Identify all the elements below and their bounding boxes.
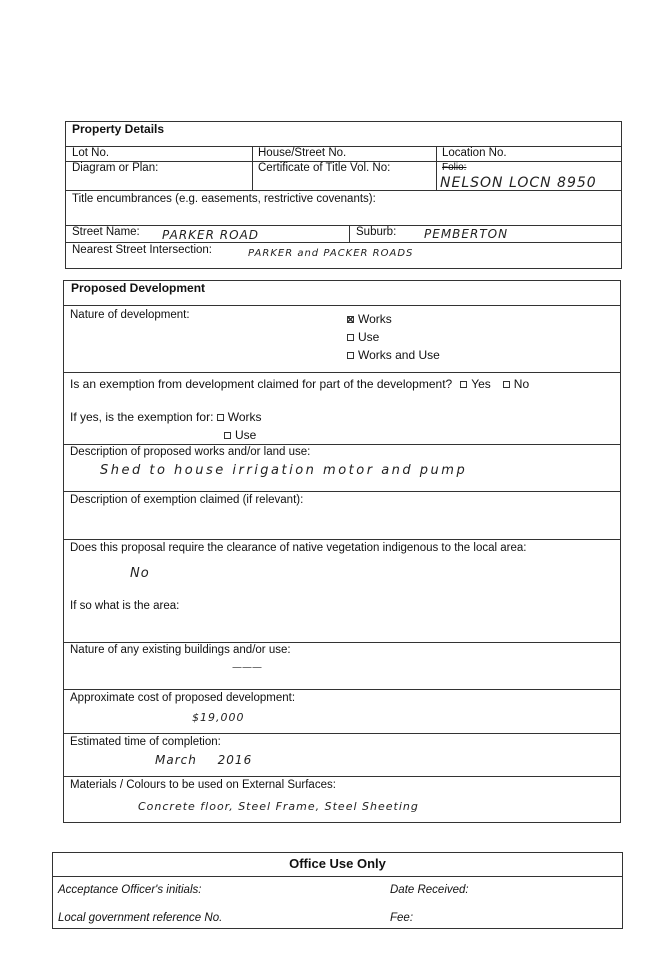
divider — [63, 491, 621, 492]
divider — [65, 190, 622, 191]
exemption-description-label: Description of exemption claimed (if relevant): — [70, 494, 304, 506]
divider — [436, 146, 437, 190]
completion-label: Estimated time of completion: — [70, 736, 221, 748]
checkbox-works-and-use[interactable] — [347, 352, 354, 359]
cost-value: $19,000 — [192, 711, 245, 724]
exemption-use[interactable] — [224, 428, 256, 442]
street-name-value: PARKER ROAD — [162, 228, 260, 242]
option-works-label: Works — [358, 312, 392, 326]
acceptance-officer-label: Acceptance Officer's initials: — [58, 884, 202, 896]
option-works[interactable] — [347, 312, 392, 326]
suburb-label: Suburb: — [356, 226, 397, 238]
materials-value: Concrete floor, Steel Frame, Steel Sheeting — [138, 800, 419, 813]
cost-label: Approximate cost of proposed development: — [70, 692, 296, 704]
intersection-value: PARKER and PACKER ROADS — [248, 248, 414, 259]
property-details-header: Property Details — [72, 122, 165, 136]
date-received-label: Date Received: — [390, 884, 469, 896]
option-works-and-use[interactable] — [347, 348, 440, 362]
exemption-question-text: Is an exemption from development claimed for part of the development? — [70, 377, 453, 391]
divider — [63, 689, 621, 690]
exemption-works-label: Works — [227, 410, 262, 424]
folio-label: Folio: — [442, 162, 467, 173]
exemption-use-label: Use — [235, 428, 257, 442]
exemption-question — [70, 377, 529, 391]
exemption-for — [70, 410, 262, 424]
divider — [63, 372, 621, 373]
house-street-no-label: House/Street No. — [258, 147, 347, 159]
intersection-label: Nearest Street Intersection: — [72, 244, 212, 256]
exemption-no[interactable] — [503, 377, 529, 391]
checkbox-no[interactable] — [503, 381, 510, 388]
checkbox-exemption-use[interactable] — [224, 432, 231, 439]
certificate-title-label: Certificate of Title Vol. No: — [258, 162, 391, 174]
reference-label: Local government reference No. — [58, 912, 223, 924]
divider — [63, 733, 621, 734]
checkbox-yes[interactable] — [460, 381, 467, 388]
divider — [65, 225, 622, 226]
checkbox-use[interactable] — [347, 334, 354, 341]
divider — [63, 776, 621, 777]
vegetation-value: No — [130, 566, 150, 581]
exemption-yes[interactable] — [460, 377, 491, 391]
exemption-for-label: If yes, is the exemption for: — [70, 410, 214, 424]
proposed-development-header: Proposed Development — [71, 281, 206, 295]
divider — [52, 876, 623, 877]
area-label: If so what is the area: — [70, 600, 180, 612]
existing-buildings-value: ——— — [232, 662, 262, 673]
completion-value: March 2016 — [155, 753, 253, 767]
suburb-value: PEMBERTON — [424, 227, 509, 241]
description-label: Description of proposed works and/or land use: — [70, 446, 311, 458]
yes-label: Yes — [471, 377, 491, 391]
divider — [63, 539, 621, 540]
divider — [63, 642, 621, 643]
location-value: NELSON LOCN 8950 — [440, 175, 597, 191]
nature-of-development-label: Nature of development: — [70, 309, 190, 321]
diagram-or-plan-label: Diagram or Plan: — [72, 162, 159, 174]
location-no-label: Location No. — [442, 147, 507, 159]
option-works-and-use-label: Works and Use — [358, 348, 440, 362]
no-label: No — [513, 377, 530, 391]
option-use-label: Use — [358, 330, 380, 344]
materials-label: Materials / Colours to be used on External Surfaces: — [70, 779, 336, 791]
divider — [349, 225, 350, 242]
option-use[interactable] — [347, 330, 379, 344]
checkbox-exemption-works[interactable] — [217, 414, 224, 421]
street-name-label: Street Name: — [72, 226, 140, 238]
vegetation-label: Does this proposal require the clearance of native vegetation indigenous to the local area: — [70, 542, 527, 554]
lot-no-label: Lot No. — [72, 147, 110, 159]
fee-label: Fee: — [390, 912, 414, 924]
office-use-header: Office Use Only — [289, 856, 386, 871]
divider — [63, 305, 621, 306]
description-value: Shed to house irrigation motor and pump — [100, 463, 468, 478]
checkbox-works-checked[interactable] — [347, 316, 354, 323]
encumbrances-label: Title encumbrances (e.g. easements, restrictive covenants): — [72, 193, 376, 205]
divider — [65, 242, 622, 243]
divider — [252, 146, 253, 190]
existing-buildings-label: Nature of any existing buildings and/or use: — [70, 644, 291, 656]
divider — [63, 444, 621, 445]
